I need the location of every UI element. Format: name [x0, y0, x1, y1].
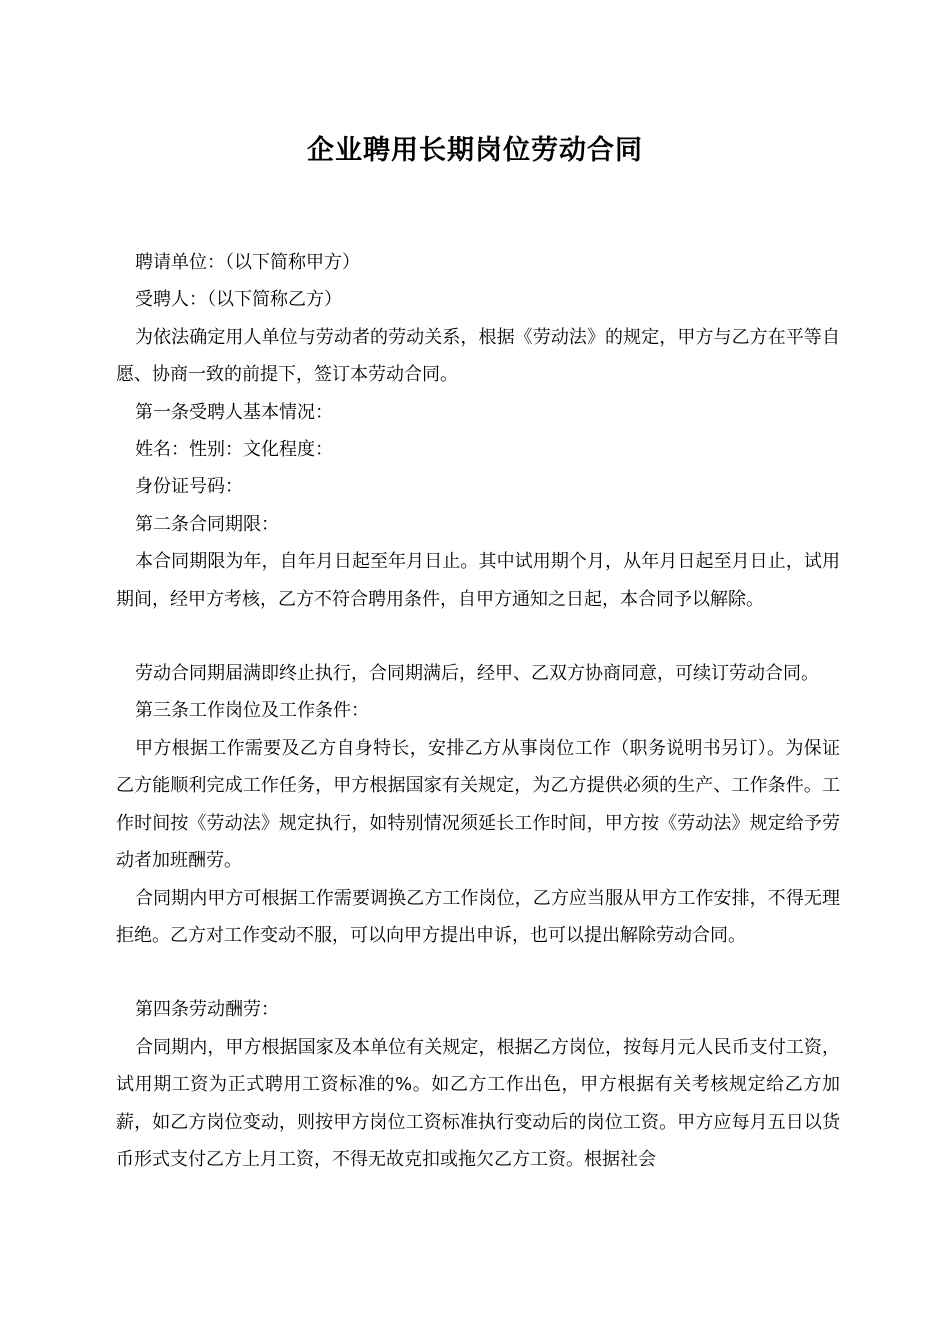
paragraph-contract-term: 本合同期限为年，自年月日起至年月日止。其中试用期个月，从年月日起至月日止，试用期间，经甲方考核，乙方不符合聘用条件，自甲方通知之日起，本合同予以解除。 [116, 551, 840, 610]
paragraph-spacer [116, 954, 840, 991]
paragraph-contract-renewal: 劳动合同期届满即终止执行，合同期满后，经甲、乙双方协商同意，可续订劳动合同。 [135, 663, 819, 685]
paragraph-spacer [116, 618, 840, 655]
article-3-heading: 第三条工作岗位及工作条件： [135, 700, 369, 722]
paragraph-job-assignment: 甲方根据工作需要及乙方自身特长，安排乙方从事岗位工作（职务说明书另订）。为保证乙方能顺利完成工作任务，甲方根据国家有关规定，为乙方提供必须的生产、工作条件。工作时间按《劳动法》规定执行，如特别情况须延长工作时间，甲方按《劳动法》规定给予劳动者加班酬劳。 [116, 737, 840, 872]
paragraph-remuneration: 合同期内，甲方根据国家及本单位有关规定，根据乙方岗位，按每月元人民币支付工资，试用期工资为正式聘用工资标准的%。如乙方工作出色，甲方根据有关考核规定给乙方加薪，如乙方岗位变动，则按甲方岗位工资标准执行变动后的岗位工资。甲方应每月五日以货币形式支付乙方上月工资，不得无故克扣或拖欠乙方工资。根据社会 [116, 1036, 840, 1170]
article-4-heading: 第四条劳动酬劳： [135, 999, 279, 1021]
document-title: 企业聘用长期岗位劳动合同 [307, 135, 643, 166]
paragraph-preamble: 为依法确定用人单位与劳动者的劳动关系，根据《劳动法》的规定，甲方与乙方在平等自愿、协商一致的前提下，签订本劳动合同。 [116, 326, 840, 386]
document-body [116, 244, 840, 1178]
paragraph-name-fields: 姓名：性别：文化程度： [135, 439, 333, 461]
article-2-heading: 第二条合同期限： [135, 513, 279, 535]
paragraph-id-number: 身份证号码： [135, 476, 243, 498]
paragraph-job-transfer: 合同期内甲方可根据工作需要调换乙方工作岗位，乙方应当服从甲方工作安排，不得无理拒绝。乙方对工作变动不服，可以向甲方提出申诉，也可以提出解除劳动合同。 [116, 887, 840, 946]
paragraph-employer: 聘请单位：（以下简称甲方） [135, 252, 360, 273]
article-1-heading: 第一条受聘人基本情况： [135, 401, 333, 423]
paragraph-employee: 受聘人：（以下简称乙方） [135, 289, 342, 311]
